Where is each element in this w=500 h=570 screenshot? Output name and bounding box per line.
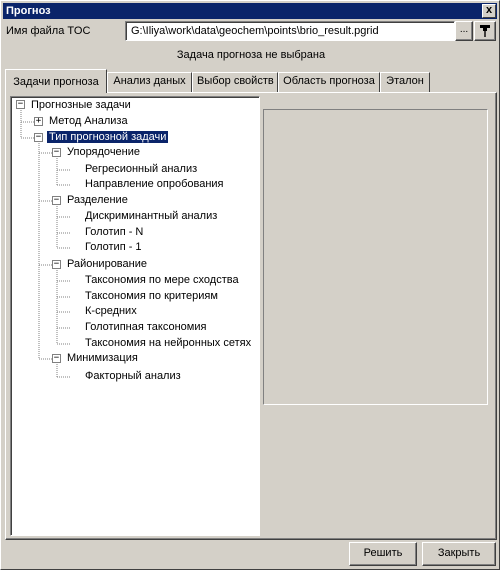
browse-button[interactable]: ...: [455, 21, 473, 41]
expand-icon[interactable]: +: [35, 116, 42, 126]
tree-item-tax-similarity[interactable]: [83, 273, 241, 288]
task-preview-panel: [263, 109, 488, 405]
tree-label: Направление опробования: [85, 178, 224, 190]
tree-label: Таксономия по критериям: [85, 290, 218, 302]
tree-label: Таксономия по мере сходства: [85, 274, 239, 286]
file-path-input[interactable]: G:\Iliya\work\data\geochem\points\brio_result.pgrid: [125, 21, 455, 41]
tree-item-root[interactable]: [29, 98, 133, 113]
collapse-icon[interactable]: −: [53, 259, 60, 269]
tree-label: Прогнозные задачи: [31, 99, 131, 111]
tree-item-k-means[interactable]: [83, 304, 139, 319]
tree-label: Дискриминантный анализ: [85, 210, 218, 222]
collapse-icon[interactable]: −: [53, 353, 60, 363]
tree-label: Голотипная таксономия: [85, 321, 207, 333]
tree-label: К-средних: [85, 305, 137, 317]
tab-property-selection[interactable]: Выбор свойств: [192, 72, 278, 92]
tree-item-factor-analysis[interactable]: [83, 369, 183, 384]
tree-item-ordering[interactable]: [65, 145, 142, 160]
tree-label: Районирование: [67, 258, 147, 270]
tree-label: Факторный анализ: [85, 370, 181, 382]
task-tree[interactable]: [10, 96, 260, 536]
pin-icon: [478, 24, 492, 38]
tab-data-analysis[interactable]: Анализ даных: [107, 72, 192, 92]
tab-forecast-area[interactable]: Область прогноза: [278, 72, 380, 92]
tree-label: Упорядочение: [67, 146, 140, 158]
tree-item-method[interactable]: [47, 114, 130, 129]
collapse-icon[interactable]: −: [35, 132, 42, 142]
title-bar: [3, 3, 497, 19]
tree-item-holotype-n[interactable]: [83, 225, 145, 240]
tree-item-tax-holotype[interactable]: [83, 320, 208, 335]
tree-label: Регресионный анализ: [85, 163, 198, 175]
tree-label: Голотип - 1: [85, 241, 142, 253]
close-button[interactable]: Закрыть: [422, 542, 496, 566]
tree-item-minimization[interactable]: [65, 351, 140, 366]
collapse-icon[interactable]: −: [17, 99, 24, 109]
tree-item-tax-criteria[interactable]: [83, 289, 220, 304]
file-label: Имя файла TOC: [6, 25, 91, 37]
tree-label: Голотип - N: [85, 226, 144, 238]
close-window-button[interactable]: [482, 4, 496, 18]
tree-item-separation[interactable]: [65, 193, 130, 208]
tree-item-regression[interactable]: [83, 162, 199, 177]
tree-item-sampling-direction[interactable]: [83, 177, 226, 192]
tree-item-tax-neural[interactable]: [83, 336, 253, 351]
tree-label: Метод Анализа: [49, 115, 128, 127]
tab-forecast-tasks[interactable]: Задачи прогноза: [5, 69, 107, 93]
tree-label-selected: Тип прогнозной задачи: [49, 131, 167, 143]
status-message: Задача прогноза не выбрана: [176, 49, 326, 61]
collapse-icon[interactable]: −: [53, 147, 60, 157]
tree-label: Таксономия на нейронных сетях: [85, 337, 252, 349]
tab-strip: [5, 69, 497, 93]
tree-item-zoning[interactable]: [65, 257, 149, 272]
tree-item-task-type[interactable]: [47, 130, 168, 145]
close-icon: x: [485, 4, 493, 16]
tree-item-holotype-1[interactable]: [83, 240, 144, 255]
tree-label: Минимизация: [67, 352, 138, 364]
tree-item-discriminant[interactable]: [83, 209, 219, 224]
window-title: Прогноз: [6, 5, 51, 17]
solve-button[interactable]: Решить: [349, 542, 417, 566]
tree-label: Разделение: [67, 194, 128, 206]
pin-button[interactable]: [474, 21, 496, 41]
collapse-icon[interactable]: −: [53, 195, 60, 205]
tab-reference[interactable]: Эталон: [380, 72, 430, 92]
